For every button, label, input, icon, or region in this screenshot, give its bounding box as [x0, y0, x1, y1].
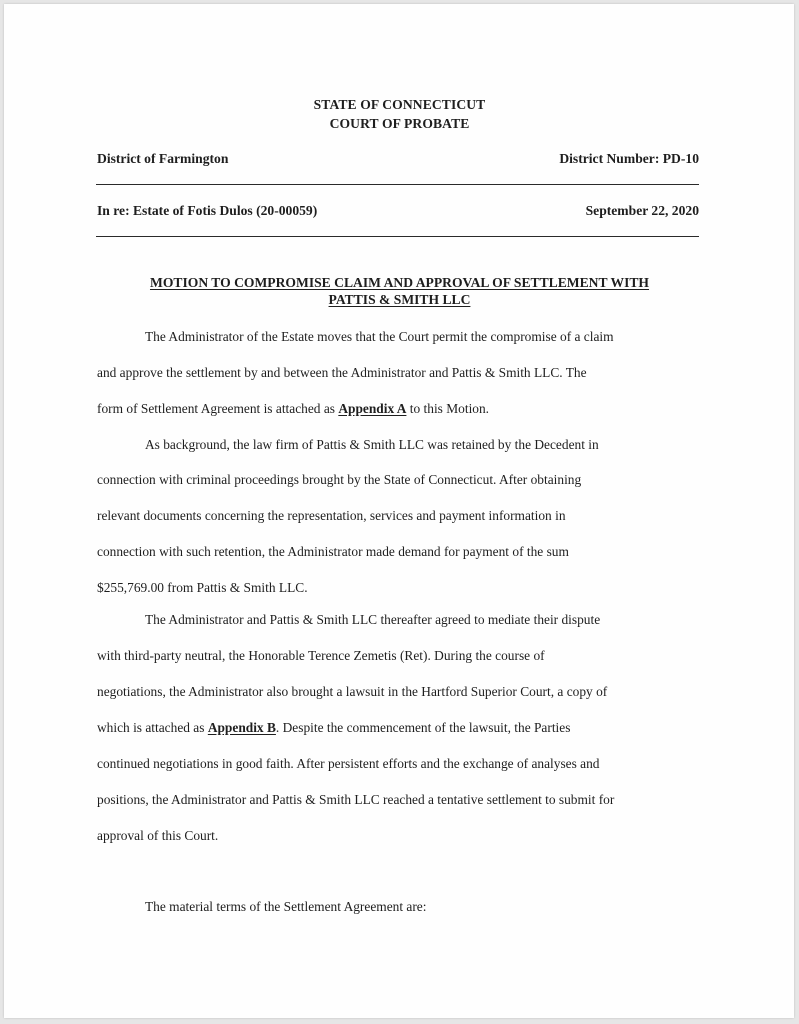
paragraph-3-line: continued negotiations in good faith. After persistent efforts and the exchange of analyses and: [97, 756, 600, 771]
paragraph-2-line: connection with criminal proceedings brought by the State of Connecticut. After obtaining: [97, 472, 582, 487]
estate-caption: In re: Estate of Fotis Dulos (20-00059): [97, 203, 318, 218]
state-heading: STATE OF CONNECTICUT: [313, 97, 486, 112]
paragraph-text: form of Settlement Agreement is attached as: [97, 401, 339, 416]
court-heading: COURT OF PROBATE: [329, 116, 470, 131]
paragraph-1-line: [97, 401, 489, 417]
header-divider-2: [96, 236, 699, 237]
motion-title-line-1: MOTION TO COMPROMISE CLAIM AND APPROVAL OF SETTLEMENT WITH: [149, 275, 650, 290]
motion-title-line-2: PATTIS & SMITH LLC: [328, 292, 471, 307]
paragraph-3-line: with third-party neutral, the Honorable Terence Zemetis (Ret). During the course of: [97, 648, 545, 663]
paragraph-1-line: and approve the settlement by and between the Administrator and Pattis & Smith LLC. The: [97, 365, 587, 380]
paragraph-3-line: The Administrator and Pattis & Smith LLC thereafter agreed to mediate their dispute: [145, 612, 601, 627]
paragraph-2-line: $255,769.00 from Pattis & Smith LLC.: [97, 580, 308, 595]
paragraph-4-line: The material terms of the Settlement Agreement are:: [145, 899, 427, 914]
paragraph-text: . Despite the commencement of the lawsuit, the Parties: [275, 720, 571, 735]
paragraph-1-line: The Administrator of the Estate moves that the Court permit the compromise of a claim: [145, 329, 614, 344]
paragraph-2-line: connection with such retention, the Administrator made demand for payment of the sum: [97, 544, 569, 559]
paragraph-2-line: As background, the law firm of Pattis & Smith LLC was retained by the Decedent in: [145, 437, 599, 452]
paragraph-3-line: negotiations, the Administrator also brought a lawsuit in the Hartford Superior Court, a copy of: [97, 684, 608, 699]
district-name: District of Farmington: [97, 151, 229, 166]
paragraph-text: which is attached as: [97, 720, 208, 735]
paragraph-3-line: positions, the Administrator and Pattis & Smith LLC reached a tentative settlement to submit for: [97, 792, 615, 807]
paragraph-text: to this Motion.: [406, 401, 490, 416]
paragraph-3-line: approval of this Court.: [97, 828, 219, 843]
district-number: District Number: PD-10: [559, 151, 699, 166]
appendix-a-reference: Appendix A: [338, 401, 407, 416]
appendix-b-reference: Appendix B: [207, 720, 276, 735]
filing-date: September 22, 2020: [585, 203, 699, 218]
paragraph-2-line: relevant documents concerning the representation, services and payment information in: [97, 508, 566, 523]
paragraph-3-line: [97, 720, 570, 736]
header-divider-1: [96, 184, 699, 185]
